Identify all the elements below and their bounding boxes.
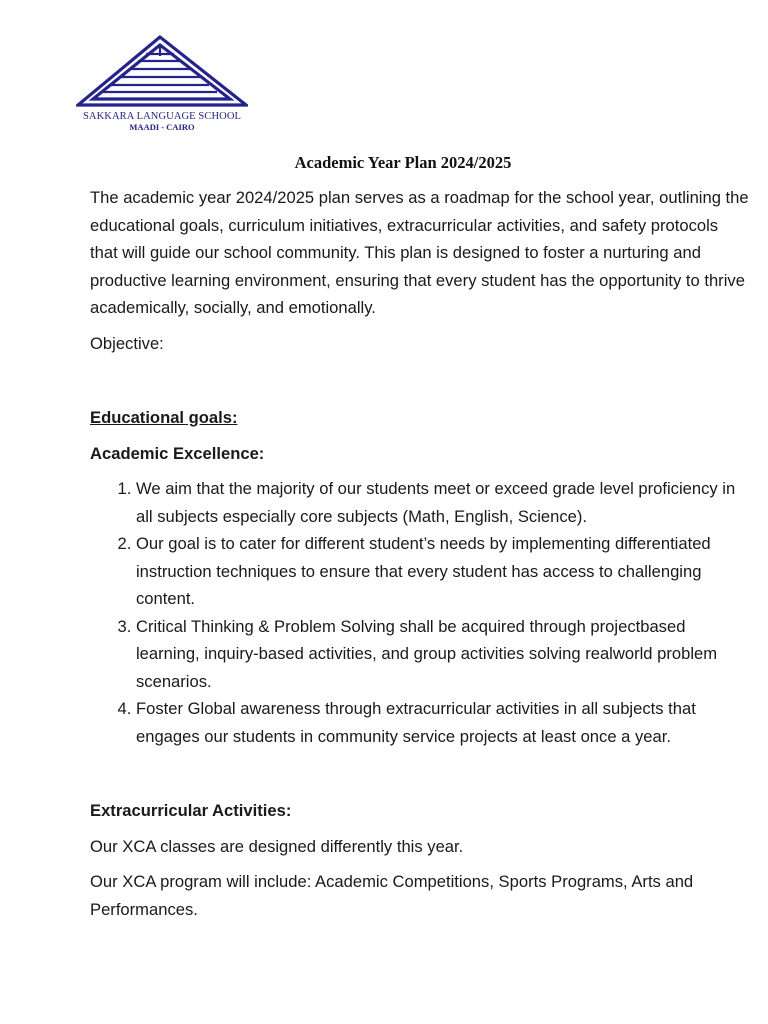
extracurricular-paragraph-1: Our XCA classes are designed differently this year.	[90, 836, 464, 856]
intro-paragraph: The academic year 2024/2025 plan serves as a roadmap for the school year, outlining the educational goals, curriculum initiatives, extracurricular activities, and safety protocols that will guide our school community. This plan is designed to foster a nurturing and productive learning environment, ensuring that every student has the opportunity to thrive academically, socially, and emotionally.	[90, 188, 749, 317]
list-item: 3. Critical Thinking & Problem Solving shall be acquired through projectbased learning, inquiry-based activities, and group activities solving realworld problem scenarios.	[136, 613, 750, 696]
educational-goals-heading: Educational goals:	[90, 408, 238, 427]
page-title: Academic Year Plan 2024/2025	[294, 153, 512, 172]
goals-list	[90, 475, 750, 750]
school-logo	[76, 34, 248, 132]
school-city: MAADI - CAIRO	[129, 122, 195, 132]
list-item: 1. We aim that the majority of our students meet or exceed grade level proficiency in all subjects especially core subjects (Math, English, Science).	[136, 475, 750, 530]
list-item: 4. Foster Global awareness through extracurricular activities in all subjects that engages our students in community service projects at least once a year.	[136, 695, 750, 750]
academic-excellence-heading: Academic Excellence:	[90, 443, 265, 463]
school-name: SAKKARA LANGUAGE SCHOOL	[82, 111, 242, 122]
extracurricular-paragraph-2: Our XCA program will include: Academic Competitions, Sports Programs, Arts and Performances.	[90, 872, 694, 919]
objective-label: Objective:	[90, 333, 164, 353]
extracurricular-heading: Extracurricular Activities:	[90, 801, 292, 820]
pyramid-logo-icon	[76, 34, 248, 110]
extracurricular-section	[90, 797, 750, 923]
document-body	[90, 184, 750, 923]
list-item: 2. Our goal is to cater for different student’s needs by implementing differentiated instruction techniques to ensure that every student has access to challenging content.	[136, 530, 750, 613]
